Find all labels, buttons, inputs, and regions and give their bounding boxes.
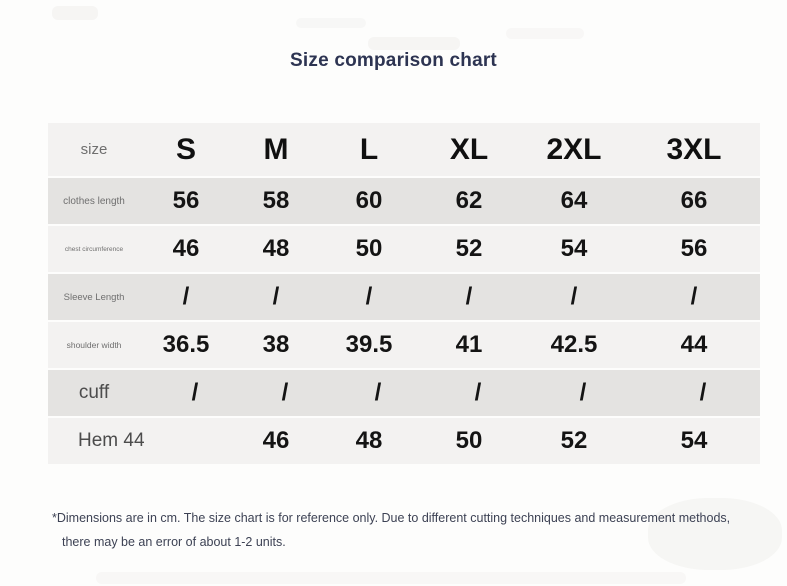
row-label-clothes-length: clothes length [48, 178, 140, 224]
cell-value: 48 [232, 226, 320, 272]
cell-value: 41 [418, 322, 520, 368]
cell-value: 38 [232, 322, 320, 368]
cell-value: 46 [232, 418, 320, 464]
background-artifact [52, 6, 98, 20]
column-header-l: L [320, 123, 418, 176]
background-artifact [368, 37, 460, 50]
cell-value: / [232, 274, 320, 320]
cell-value: 66 [628, 178, 760, 224]
background-artifact [96, 572, 686, 584]
cell-value: 56 [140, 178, 232, 224]
cell-value: 58 [232, 178, 320, 224]
size-table [48, 121, 760, 466]
cell-value: / [628, 274, 760, 320]
table-row-header [48, 123, 760, 176]
cell-value: 36.5 [140, 322, 232, 368]
column-header-3xl: 3XL [628, 123, 760, 176]
cell-value: 56 [628, 226, 760, 272]
cell-value: / [320, 370, 418, 416]
row-label-size: size [48, 123, 140, 176]
column-header-xl: XL [418, 123, 520, 176]
cell-value: / [232, 370, 320, 416]
cell-value: 46 [140, 226, 232, 272]
cell-value: / [140, 274, 232, 320]
cell-value: 60 [320, 178, 418, 224]
table-row-shoulder-width [48, 322, 760, 368]
cell-value: 64 [520, 178, 628, 224]
cell-value [140, 418, 232, 464]
footnote-line-1: *Dimensions are in cm. The size chart is for reference only. Due to different cutting techniques and measurement methods, [52, 511, 731, 525]
column-header-m: M [232, 123, 320, 176]
background-artifact [296, 18, 366, 28]
row-label-chest-circumference: chest circumference [48, 226, 140, 272]
cell-value: / [140, 370, 232, 416]
footnote-line-2: there may be an error of about 1-2 units. [62, 535, 286, 549]
cell-value: / [520, 274, 628, 320]
cell-value: 39.5 [320, 322, 418, 368]
row-label-hem: Hem 44 [48, 418, 140, 464]
cell-value: / [628, 370, 760, 416]
cell-value: / [418, 274, 520, 320]
row-label-cuff: cuff [48, 370, 140, 416]
table-row-sleeve-length [48, 274, 760, 320]
cell-value: 44 [628, 322, 760, 368]
cell-value: 50 [418, 418, 520, 464]
cell-value: / [320, 274, 418, 320]
row-label-shoulder-width: shoulder width [48, 322, 140, 368]
cell-value: / [520, 370, 628, 416]
cell-value: 62 [418, 178, 520, 224]
table-row-clothes-length [48, 178, 760, 224]
column-header-2xl: 2XL [520, 123, 628, 176]
table-row-chest-circumference [48, 226, 760, 272]
table-row-hem [48, 418, 760, 464]
cell-value: 50 [320, 226, 418, 272]
background-artifact [506, 28, 584, 39]
column-header-s: S [140, 123, 232, 176]
table-row-cuff [48, 370, 760, 416]
page-title: Size comparison chart [290, 50, 497, 71]
cell-value: 54 [520, 226, 628, 272]
cell-value: 42.5 [520, 322, 628, 368]
cell-value: 54 [628, 418, 760, 464]
cell-value: 52 [520, 418, 628, 464]
row-label-sleeve-length: Sleeve Length [48, 274, 140, 320]
footnote [52, 506, 730, 554]
cell-value: / [418, 370, 520, 416]
cell-value: 48 [320, 418, 418, 464]
cell-value: 52 [418, 226, 520, 272]
